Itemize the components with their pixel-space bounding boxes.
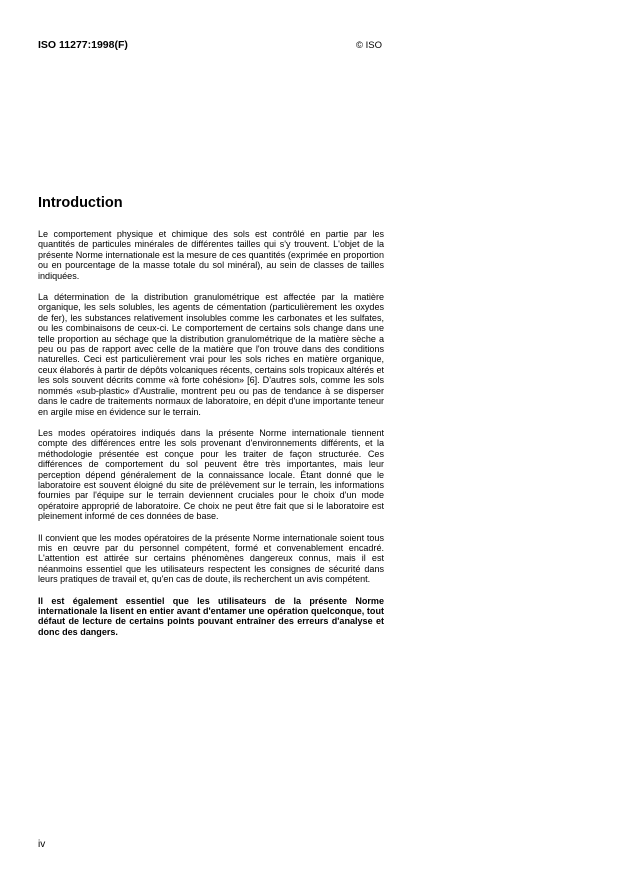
document-id: ISO 11277:1998(F) [38,39,128,51]
paragraph-2: La détermination de la distribution granulométrique est affectée par la matière organique, les sels solubles, les agents de cémentation (particulièrement les oxydes de fer), les substances relativement insolubles comme les carbonates et les sulfates, ou les combinaisons de ceux-ci. Le comportement de certains sols change dans une telle proportion au séchage que la distribution granulométrique de la matière sèche a peu ou pas de rapport avec celle de la matière que l'on trouve dans des conditions naturelles. Ceci est particulièrement vrai pour les sols riches en matière organique, ceux élaborés à partir de dépôts volcaniques récents, certains sols tropicaux altérés et les sols souvent décrits comme «à forte cohésion» [6]. D'autres sols, comme les sols nommés «sub-plastic» d'Australie, montrent peu ou pas de tendance à se disperser dans le cadre de traitements normaux de laboratoire, en dépit d'une importante teneur en argile mise en évidence sur le terrain. [38,292,384,417]
section-title: Introduction [38,195,123,211]
introduction-body [38,229,384,648]
paragraph-4: Il convient que les modes opératoires de la présente Norme internationale soient tous mis en œuvre par du personnel compétent, formé et convenablement encadré. L'attention est attirée sur certains phénomènes dangereux connus, mais il est néanmoins essentiel que les utilisateurs respectent les consignes de sécurité dans leurs pratiques de travail et, qu'en cas de doute, ils recherchent un avis compétent. [38,532,384,585]
paragraph-1: Le comportement physique et chimique des sols est contrôlé en partie par les quantités de particules minérales de différentes tailles qui s'y trouvent. L'objet de la présente Norme internationale est la mesure de ces quantités (exprimée en proportion ou en pourcentage de la masse totale du sol minéral), au sein de classes de tailles indiquées. [38,229,384,281]
paragraph-3: Les modes opératoires indiqués dans la présente Norme internationale tiennent compte des différences entre les sols provenant d'environnements différents, et la méthodologie présentée est conçue pour les traiter de façon structurée. Ces différences de comportement du sol peuvent être très importantes, mais leur perception dépend généralement de la connaissance locale. Étant donné que le laboratoire est souvent éloigné du site de prélèvement sur le terrain, les informations fournies par l'équipe sur le terrain deviennent cruciales pour le choix d'un mode opératoire approprié de laboratoire. Ce choix ne peut être fait que si le laboratoire est pleinement informé de ces données de base. [38,427,384,522]
copyright-notice: © ISO [356,40,383,51]
page-number: iv [38,839,46,850]
safety-warning: Il est également essentiel que les utilisateurs de la présente Norme internationale la lisent en entier avant d'entamer une opération quelconque, tout défaut de lecture de certains points pouvant entraîner des erreurs d'analyse et donc des dangers. [38,595,384,637]
